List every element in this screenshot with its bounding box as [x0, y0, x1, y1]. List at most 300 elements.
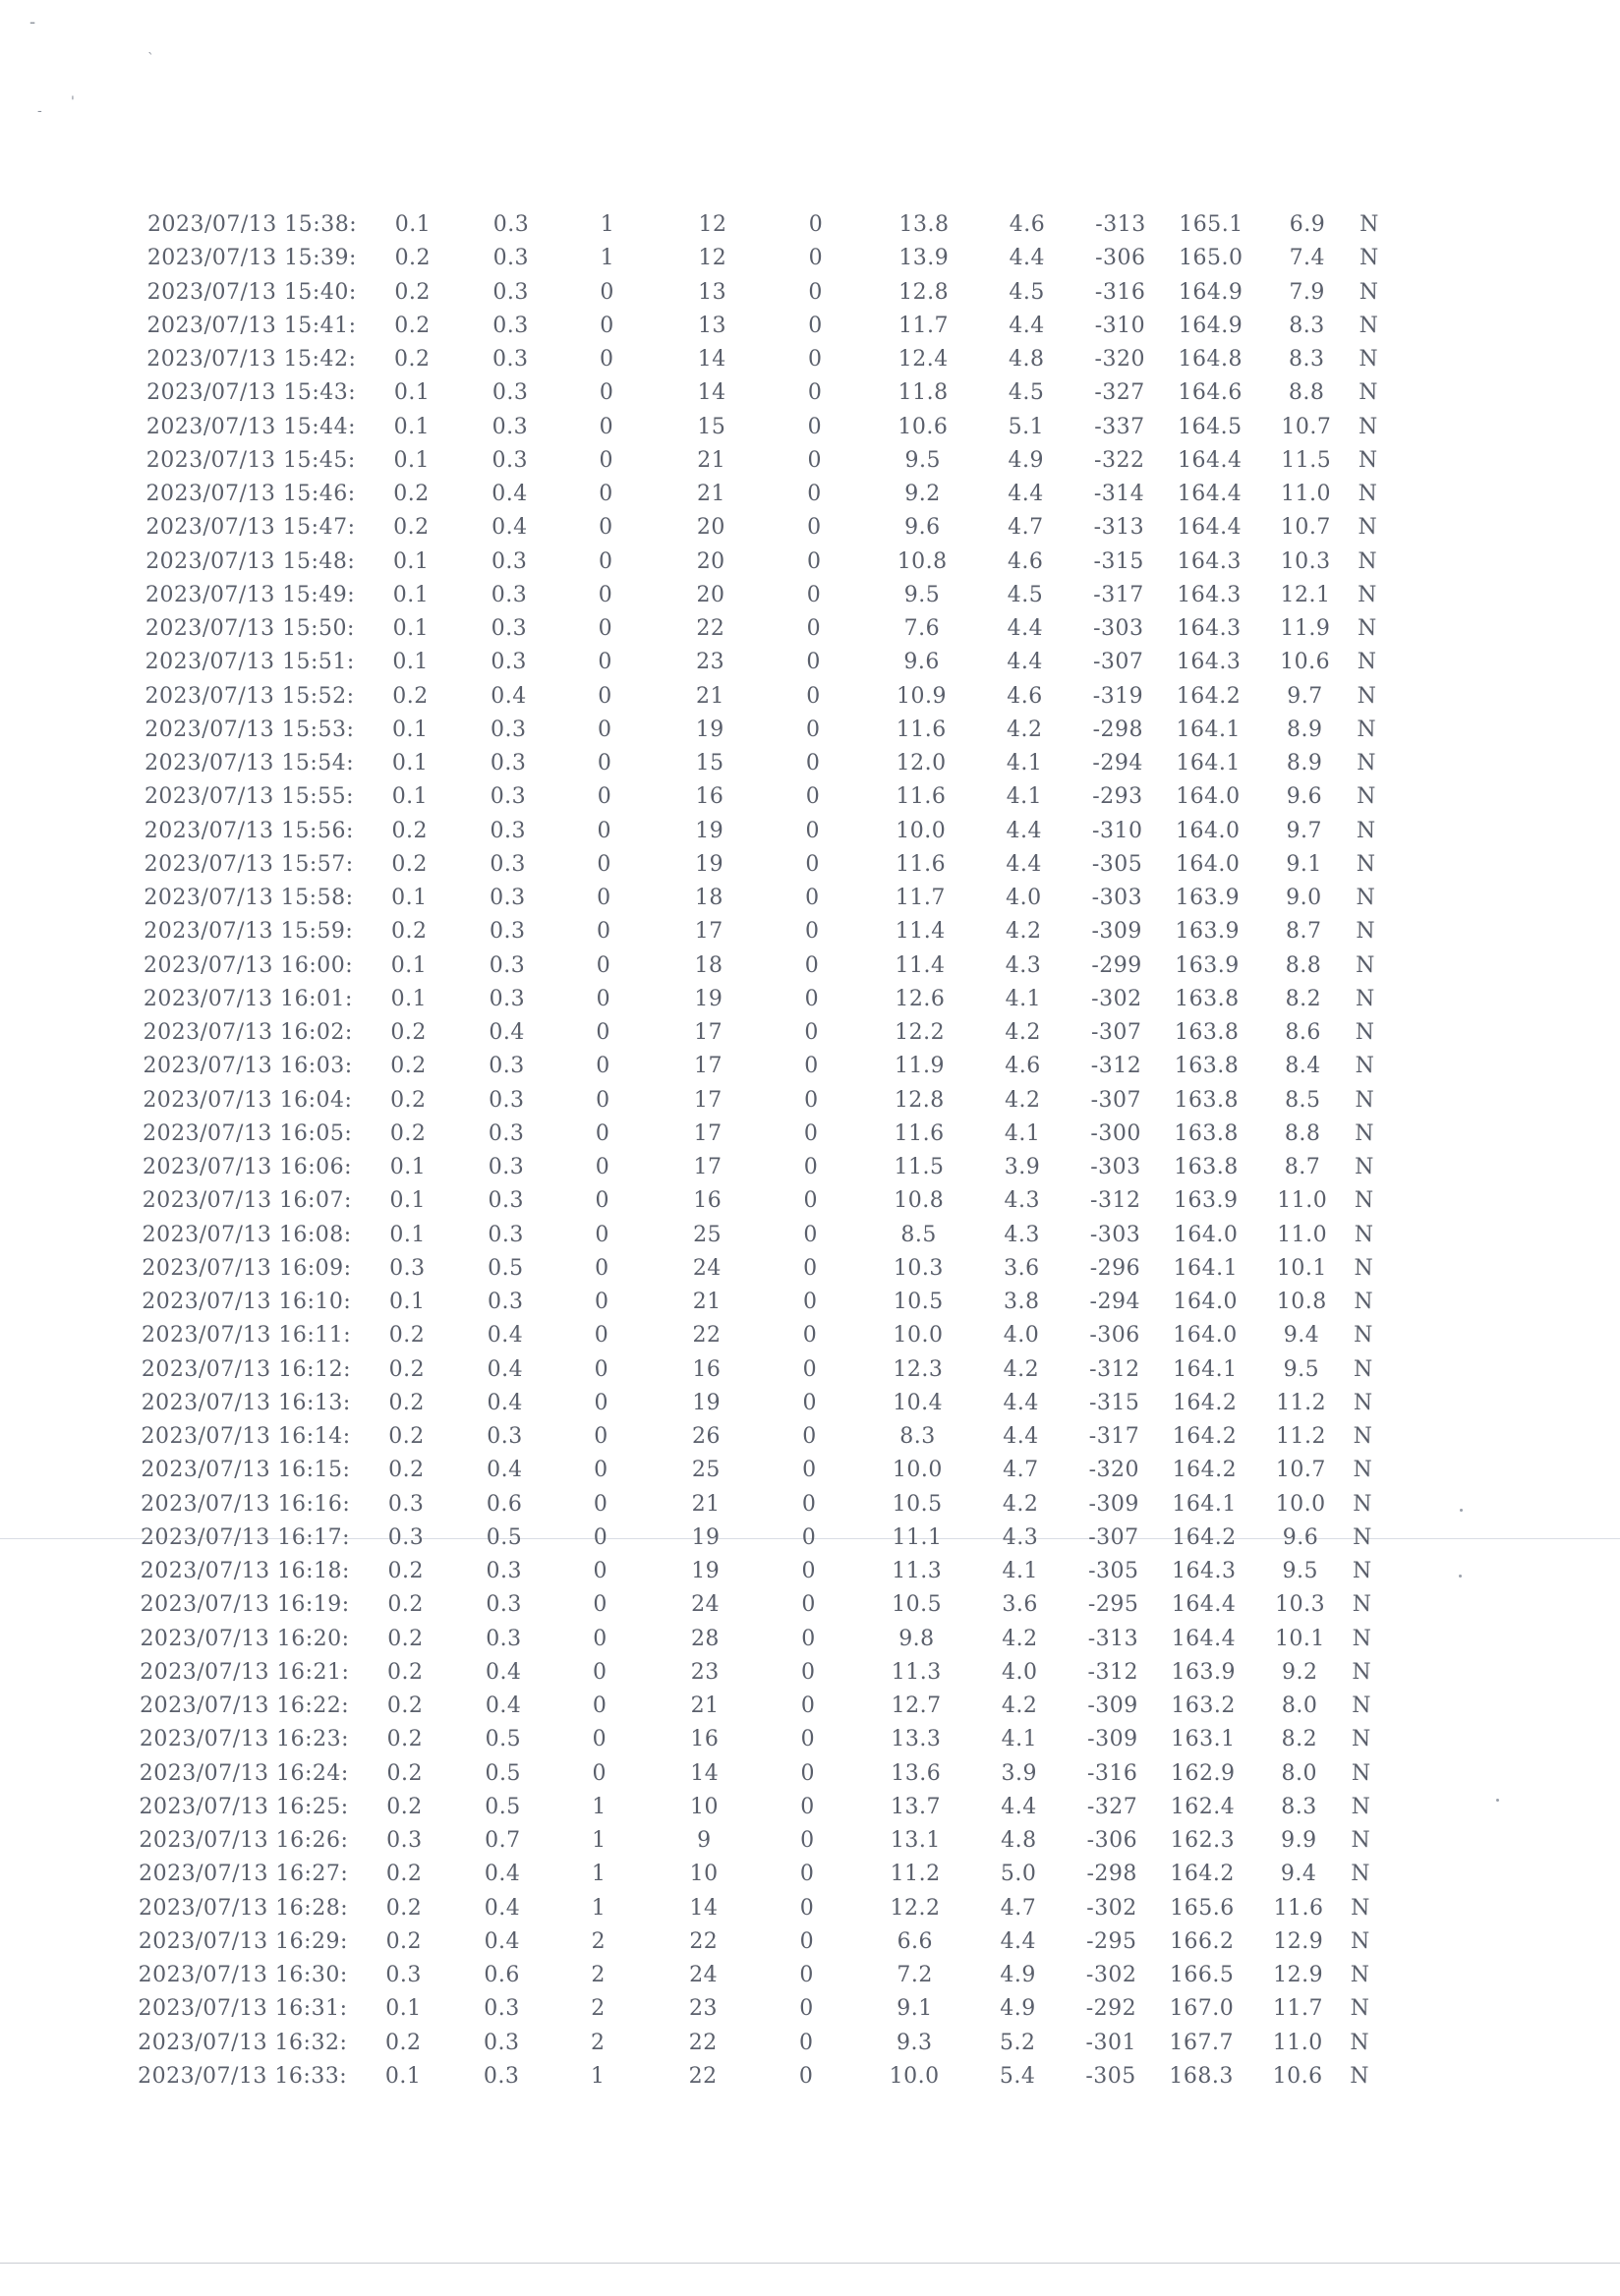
cell-c1: 0.2 — [387, 1626, 424, 1651]
cell-c9: 164.0 — [1173, 1222, 1239, 1247]
table-row — [0, 1422, 1620, 1452]
cell-c10: 8.7 — [1285, 919, 1322, 945]
cell-flag: N — [1351, 1794, 1371, 1819]
cell-c4: 14 — [689, 1895, 719, 1921]
cell-c8: -316 — [1094, 279, 1146, 305]
cell-c5: 0 — [802, 1290, 818, 1314]
cell-c6: 10.0 — [896, 818, 947, 843]
cell-c8: -296 — [1089, 1255, 1141, 1281]
cell-c2: 0.3 — [488, 1155, 525, 1179]
cell-c2: 0.3 — [492, 447, 528, 473]
cell-c4: 24 — [691, 1592, 721, 1618]
cell-c5: 0 — [805, 886, 820, 910]
cell-c8: -322 — [1094, 447, 1145, 473]
table-row — [0, 244, 1620, 273]
table-row — [0, 951, 1620, 981]
cell-c3: 0 — [600, 279, 614, 305]
cell-c4: 16 — [690, 1727, 720, 1752]
table-row — [0, 884, 1620, 913]
cell-c10: 9.4 — [1280, 1862, 1317, 1887]
cell-c4: 16 — [695, 784, 724, 810]
cell-c5: 0 — [800, 1727, 816, 1752]
cell-c10: 12.1 — [1280, 582, 1331, 607]
cell-c6: 12.6 — [895, 986, 946, 1011]
cell-c7: 4.3 — [1005, 952, 1042, 978]
cell-c3: 0 — [596, 1087, 610, 1113]
cell-c7: 4.4 — [1007, 650, 1043, 675]
cell-c10: 9.4 — [1283, 1323, 1320, 1349]
cell-c2: 0.4 — [484, 1895, 521, 1921]
cell-timestamp: 2023/07/13 16:05: — [143, 1120, 353, 1146]
cell-flag: N — [1353, 1524, 1372, 1550]
cell-c10: 11.0 — [1272, 2030, 1323, 2055]
cell-timestamp: 2023/07/13 15:59: — [144, 919, 354, 945]
cell-c6: 9.6 — [904, 515, 941, 541]
cell-c8: -294 — [1089, 1290, 1140, 1314]
cell-c2: 0.4 — [486, 1659, 522, 1685]
cell-c4: 22 — [696, 616, 725, 641]
cell-c1: 0.2 — [387, 1659, 424, 1685]
cell-c3: 0 — [599, 447, 613, 473]
cell-timestamp: 2023/07/13 15:56: — [144, 818, 354, 843]
cell-c6: 8.3 — [899, 1424, 936, 1449]
cell-c3: 0 — [592, 1760, 607, 1786]
table-row — [0, 278, 1620, 308]
cell-c7: 4.9 — [1008, 447, 1044, 473]
cell-c5: 0 — [807, 380, 823, 406]
cell-c3: 1 — [592, 1794, 607, 1819]
cell-flag: N — [1358, 482, 1378, 506]
cell-c5: 0 — [804, 919, 820, 945]
cell-timestamp: 2023/07/13 15:43: — [146, 380, 357, 406]
cell-flag: N — [1355, 1054, 1375, 1079]
cell-c9: 163.8 — [1174, 1120, 1239, 1146]
cell-flag: N — [1357, 650, 1377, 675]
cell-c5: 0 — [799, 1928, 815, 1954]
cell-c4: 19 — [695, 851, 724, 877]
cell-timestamp: 2023/07/13 16:07: — [142, 1188, 352, 1214]
cell-c3: 2 — [591, 1996, 606, 2022]
cell-c4: 14 — [690, 1760, 720, 1786]
cell-c10: 10.3 — [1275, 1592, 1326, 1618]
cell-c5: 0 — [803, 1120, 819, 1146]
cell-c4: 17 — [694, 1020, 723, 1045]
cell-c5: 0 — [808, 347, 823, 372]
cell-c4: 21 — [697, 482, 726, 506]
cell-c9: 164.9 — [1178, 313, 1244, 338]
cell-c4: 21 — [691, 1491, 721, 1517]
cell-c6: 13.8 — [898, 212, 950, 237]
cell-flag: N — [1359, 279, 1379, 305]
cell-timestamp: 2023/07/13 15:42: — [146, 347, 357, 372]
cell-c4: 17 — [694, 1054, 723, 1079]
table-row — [0, 917, 1620, 947]
cell-c6: 13.3 — [891, 1727, 942, 1752]
cell-c10: 11.0 — [1277, 1188, 1328, 1214]
cell-c3: 0 — [599, 482, 613, 506]
cell-flag: N — [1359, 347, 1379, 372]
cell-c2: 0.3 — [491, 548, 528, 574]
cell-c4: 21 — [695, 683, 724, 709]
cell-c9: 164.4 — [1177, 515, 1243, 541]
cell-c8: -306 — [1089, 1323, 1140, 1349]
cell-c2: 0.4 — [484, 1928, 521, 1954]
cell-c8: -295 — [1087, 1592, 1139, 1618]
cell-flag: N — [1352, 1559, 1372, 1583]
cell-c9: 164.4 — [1177, 482, 1243, 506]
cell-flag: N — [1357, 683, 1377, 709]
cell-c2: 0.3 — [486, 1592, 522, 1618]
cell-c8: -295 — [1086, 1928, 1137, 1954]
cell-c7: 4.2 — [1005, 919, 1042, 945]
cell-c1: 0.1 — [392, 650, 429, 675]
cell-c7: 3.6 — [1002, 1592, 1038, 1618]
cell-c5: 0 — [807, 447, 822, 473]
cell-c6: 10.5 — [893, 1290, 944, 1314]
cell-flag: N — [1352, 1626, 1372, 1651]
cell-c9: 164.2 — [1172, 1458, 1238, 1483]
cell-c10: 10.1 — [1276, 1255, 1327, 1281]
cell-c8: -312 — [1089, 1356, 1140, 1382]
cell-c2: 0.3 — [490, 851, 526, 877]
cell-c10: 8.8 — [1285, 952, 1322, 978]
cell-c5: 0 — [801, 1559, 817, 1583]
cell-c1: 0.2 — [393, 515, 430, 541]
cell-c7: 4.4 — [1000, 1928, 1037, 1954]
cell-c4: 19 — [691, 1559, 721, 1583]
cell-c3: 0 — [593, 1626, 608, 1651]
cell-c2: 0.3 — [490, 784, 527, 810]
cell-c8: -303 — [1089, 1222, 1141, 1247]
cell-flag: N — [1350, 1996, 1370, 2022]
cell-c1: 0.2 — [386, 1693, 424, 1718]
cell-c9: 163.9 — [1174, 1188, 1239, 1214]
cell-c7: 5.2 — [1000, 2030, 1036, 2055]
cell-c6: 10.9 — [896, 683, 947, 709]
cell-timestamp: 2023/07/13 15:39: — [146, 246, 357, 271]
cell-c4: 12 — [698, 212, 727, 237]
table-row — [0, 513, 1620, 543]
cell-c3: 0 — [600, 347, 614, 372]
cell-c9: 162.4 — [1170, 1794, 1236, 1819]
table-row — [0, 2062, 1620, 2092]
cell-c9: 164.0 — [1175, 851, 1241, 877]
cell-c3: 1 — [592, 1828, 607, 1853]
cell-c9: 164.4 — [1171, 1626, 1237, 1651]
cell-c8: -309 — [1087, 1693, 1138, 1718]
table-row — [0, 1658, 1620, 1688]
cell-c4: 17 — [693, 1155, 723, 1179]
cell-c5: 0 — [802, 1458, 817, 1483]
cell-c10: 9.1 — [1286, 851, 1322, 877]
cell-c3: 0 — [599, 414, 614, 439]
cell-c10: 8.9 — [1286, 751, 1323, 775]
cell-c8: -327 — [1086, 1794, 1138, 1819]
cell-c6: 12.0 — [896, 751, 947, 775]
cell-c7: 3.9 — [1004, 1155, 1041, 1179]
cell-c9: 162.3 — [1170, 1828, 1236, 1853]
cell-c5: 0 — [804, 1087, 819, 1113]
cell-c6: 11.4 — [895, 919, 946, 945]
cell-c2: 0.5 — [485, 1727, 522, 1752]
cell-c7: 4.6 — [1005, 1054, 1041, 1079]
cell-c4: 24 — [689, 1963, 719, 1987]
cell-c5: 0 — [808, 279, 823, 305]
cell-c10: 10.7 — [1281, 414, 1332, 439]
cell-c8: -313 — [1093, 515, 1145, 541]
cell-c7: 4.1 — [1006, 784, 1043, 810]
cell-c10: 11.7 — [1272, 1996, 1323, 2022]
cell-c1: 0.3 — [387, 1491, 425, 1517]
table-row — [0, 1557, 1620, 1586]
cell-c9: 163.9 — [1175, 952, 1240, 978]
table-row — [0, 614, 1620, 644]
cell-c7: 4.3 — [1002, 1524, 1039, 1550]
cell-c7: 4.4 — [1001, 1794, 1037, 1819]
cell-c8: -292 — [1085, 1996, 1137, 2022]
cell-c8: -301 — [1085, 2030, 1136, 2055]
cell-c8: -306 — [1086, 1828, 1138, 1853]
cell-c5: 0 — [799, 1996, 814, 2022]
cell-c8: -303 — [1090, 1155, 1141, 1179]
cell-c4: 18 — [694, 952, 723, 978]
cell-timestamp: 2023/07/13 16:04: — [143, 1087, 353, 1113]
cell-c1: 0.2 — [385, 1862, 423, 1887]
cell-c1: 0.1 — [389, 1155, 427, 1179]
cell-c6: 12.7 — [891, 1693, 942, 1718]
cell-c8: -309 — [1091, 919, 1142, 945]
cell-c6: 11.8 — [897, 380, 949, 406]
table-row — [0, 1860, 1620, 1889]
cell-c10: 9.2 — [1282, 1659, 1318, 1685]
cell-c6: 13.6 — [891, 1760, 942, 1786]
cell-c3: 0 — [596, 986, 611, 1011]
cell-c7: 4.6 — [1009, 212, 1046, 237]
cell-c4: 22 — [689, 1928, 719, 1954]
cell-c7: 4.7 — [1000, 1895, 1037, 1921]
cell-c10: 9.5 — [1283, 1356, 1320, 1382]
cell-c4: 20 — [696, 548, 725, 574]
cell-c9: 167.7 — [1169, 2030, 1234, 2055]
cell-c6: 11.1 — [892, 1524, 943, 1550]
cell-c8: -302 — [1091, 986, 1142, 1011]
cell-c2: 0.5 — [488, 1255, 524, 1281]
cell-c5: 0 — [798, 2063, 814, 2089]
cell-c1: 0.1 — [393, 414, 431, 439]
cell-c10: 7.9 — [1289, 279, 1325, 305]
cell-c2: 0.3 — [483, 2063, 520, 2089]
cell-c10: 9.0 — [1286, 886, 1322, 910]
cell-c8: -305 — [1091, 851, 1143, 877]
cell-c5: 0 — [802, 1390, 817, 1415]
cell-c4: 9 — [697, 1828, 712, 1853]
cell-c2: 0.4 — [487, 1356, 524, 1382]
cell-c9: 164.1 — [1173, 1356, 1238, 1382]
cell-timestamp: 2023/07/13 16:17: — [140, 1524, 351, 1550]
cell-c2: 0.4 — [487, 1390, 523, 1415]
cell-c1: 0.1 — [391, 886, 428, 910]
cell-c2: 0.3 — [491, 717, 527, 742]
cell-c2: 0.3 — [489, 919, 526, 945]
cell-c3: 0 — [593, 1491, 608, 1517]
cell-c8: -317 — [1088, 1424, 1140, 1449]
cell-c9: 163.1 — [1171, 1727, 1236, 1752]
cell-c9: 162.9 — [1170, 1760, 1236, 1786]
cell-c6: 10.6 — [897, 414, 949, 439]
cell-c8: -312 — [1090, 1054, 1142, 1079]
cell-c3: 0 — [597, 818, 611, 843]
cell-c9: 168.3 — [1169, 2063, 1234, 2089]
cell-c4: 22 — [692, 1323, 722, 1349]
cell-c1: 0.2 — [394, 313, 431, 338]
cell-timestamp: 2023/07/13 15:41: — [146, 313, 357, 338]
cell-c10: 8.3 — [1289, 347, 1325, 372]
cell-c8: -310 — [1094, 313, 1146, 338]
cell-c2: 0.3 — [492, 380, 529, 406]
cell-flag: N — [1357, 751, 1376, 775]
cell-c4: 15 — [697, 414, 726, 439]
cell-c8: -307 — [1090, 1020, 1142, 1045]
cell-c2: 0.3 — [492, 347, 529, 372]
cell-c3: 0 — [594, 1356, 609, 1382]
table-row — [0, 1288, 1620, 1317]
table-row — [0, 1018, 1620, 1048]
cell-c5: 0 — [808, 212, 824, 237]
cell-c2: 0.4 — [492, 482, 528, 506]
cell-flag: N — [1356, 952, 1375, 978]
cell-c1: 0.1 — [385, 1996, 422, 2022]
table-row — [0, 1221, 1620, 1250]
cell-c5: 0 — [800, 1828, 815, 1853]
cell-c9: 163.9 — [1175, 919, 1240, 945]
cell-c10: 9.7 — [1286, 818, 1322, 843]
cell-c6: 10.8 — [897, 548, 948, 574]
cell-c8: -293 — [1092, 784, 1143, 810]
cell-flag: N — [1358, 548, 1378, 574]
cell-flag: N — [1359, 414, 1378, 439]
cell-timestamp: 2023/07/13 16:24: — [139, 1760, 349, 1786]
cell-c2: 0.6 — [486, 1491, 523, 1517]
cell-c3: 0 — [597, 851, 611, 877]
cell-c1: 0.2 — [386, 1727, 424, 1752]
cell-c8: -315 — [1088, 1390, 1140, 1415]
cell-c10: 10.7 — [1275, 1458, 1326, 1483]
cell-c7: 4.2 — [1003, 1356, 1040, 1382]
cell-c3: 0 — [599, 515, 613, 541]
cell-flag: N — [1351, 1828, 1371, 1853]
cell-c1: 0.3 — [387, 1524, 425, 1550]
cell-c5: 0 — [806, 683, 821, 709]
cell-c8: -307 — [1092, 650, 1144, 675]
cell-flag: N — [1351, 1895, 1370, 1921]
table-row — [0, 2029, 1620, 2058]
cell-c8: -307 — [1088, 1524, 1139, 1550]
cell-timestamp: 2023/07/13 16:03: — [143, 1054, 353, 1079]
cell-c7: 4.2 — [1002, 1626, 1038, 1651]
table-row — [0, 1186, 1620, 1216]
cell-flag: N — [1350, 2030, 1370, 2055]
table-row — [0, 547, 1620, 577]
cell-c2: 0.4 — [484, 1862, 521, 1887]
cell-c4: 10 — [689, 1862, 719, 1887]
cell-flag: N — [1355, 1120, 1374, 1146]
cell-c4: 19 — [694, 986, 723, 1011]
cell-c2: 0.3 — [486, 1626, 522, 1651]
cell-timestamp: 2023/07/13 15:57: — [144, 851, 354, 877]
cell-c10: 11.6 — [1273, 1895, 1324, 1921]
cell-timestamp: 2023/07/13 16:08: — [142, 1222, 352, 1247]
cell-c9: 165.6 — [1170, 1895, 1235, 1921]
cell-c2: 0.3 — [490, 886, 526, 910]
table-row — [0, 1523, 1620, 1553]
cell-c1: 0.1 — [384, 2063, 422, 2089]
cell-c5: 0 — [801, 1524, 817, 1550]
cell-c7: 4.1 — [1004, 1120, 1041, 1146]
cell-timestamp: 2023/07/13 16:09: — [142, 1255, 352, 1281]
cell-flag: N — [1352, 1592, 1372, 1618]
cell-timestamp: 2023/07/13 16:32: — [138, 2030, 348, 2055]
cell-c5: 0 — [805, 751, 821, 775]
cell-c8: -298 — [1086, 1862, 1137, 1887]
cell-c2: 0.6 — [484, 1963, 520, 1987]
cell-c7: 4.4 — [1006, 851, 1042, 877]
cell-c9: 163.8 — [1174, 1155, 1239, 1179]
cell-c3: 0 — [593, 1524, 608, 1550]
cell-c10: 9.9 — [1281, 1828, 1317, 1853]
cell-c1: 0.1 — [390, 952, 428, 978]
cell-c7: 4.8 — [1009, 347, 1045, 372]
cell-c6: 9.8 — [898, 1626, 935, 1651]
cell-c10: 11.0 — [1277, 1222, 1328, 1247]
cell-c6: 13.1 — [890, 1828, 941, 1853]
table-row — [0, 1625, 1620, 1654]
cell-c8: -337 — [1094, 414, 1145, 439]
scan-mark-small: ` — [147, 51, 154, 67]
cell-c1: 0.1 — [389, 1222, 426, 1247]
cell-c9: 164.4 — [1177, 447, 1243, 473]
cell-timestamp: 2023/07/13 16:16: — [141, 1491, 351, 1517]
cell-c6: 9.2 — [904, 482, 941, 506]
cell-c8: -300 — [1090, 1120, 1141, 1146]
cell-c1: 0.2 — [388, 1458, 425, 1483]
cell-c4: 17 — [693, 1120, 723, 1146]
cell-c9: 166.2 — [1170, 1928, 1235, 1954]
cell-timestamp: 2023/07/13 15:48: — [145, 548, 356, 574]
cell-c7: 4.1 — [1001, 1727, 1038, 1752]
cell-flag: N — [1355, 1155, 1374, 1179]
cell-c5: 0 — [804, 986, 820, 1011]
cell-c3: 0 — [597, 886, 611, 910]
cell-c8: -316 — [1087, 1760, 1138, 1786]
cell-c5: 0 — [807, 482, 822, 506]
cell-c2: 0.3 — [491, 616, 528, 641]
cell-c1: 0.2 — [390, 1020, 427, 1045]
cell-c5: 0 — [800, 1794, 815, 1819]
cell-c2: 0.3 — [484, 2030, 520, 2055]
cell-c10: 10.1 — [1274, 1626, 1325, 1651]
table-row — [0, 985, 1620, 1014]
cell-c4: 10 — [690, 1794, 720, 1819]
cell-c7: 4.4 — [1003, 1424, 1039, 1449]
cell-c5: 0 — [800, 1760, 815, 1786]
cell-c1: 0.3 — [389, 1255, 426, 1281]
cell-c1: 0.2 — [389, 1120, 427, 1146]
cell-c2: 0.3 — [489, 1087, 525, 1113]
cell-timestamp: 2023/07/13 15:47: — [145, 515, 356, 541]
cell-c1: 0.2 — [388, 1356, 426, 1382]
cell-c6: 11.7 — [895, 886, 946, 910]
cell-c2: 0.3 — [487, 1424, 523, 1449]
